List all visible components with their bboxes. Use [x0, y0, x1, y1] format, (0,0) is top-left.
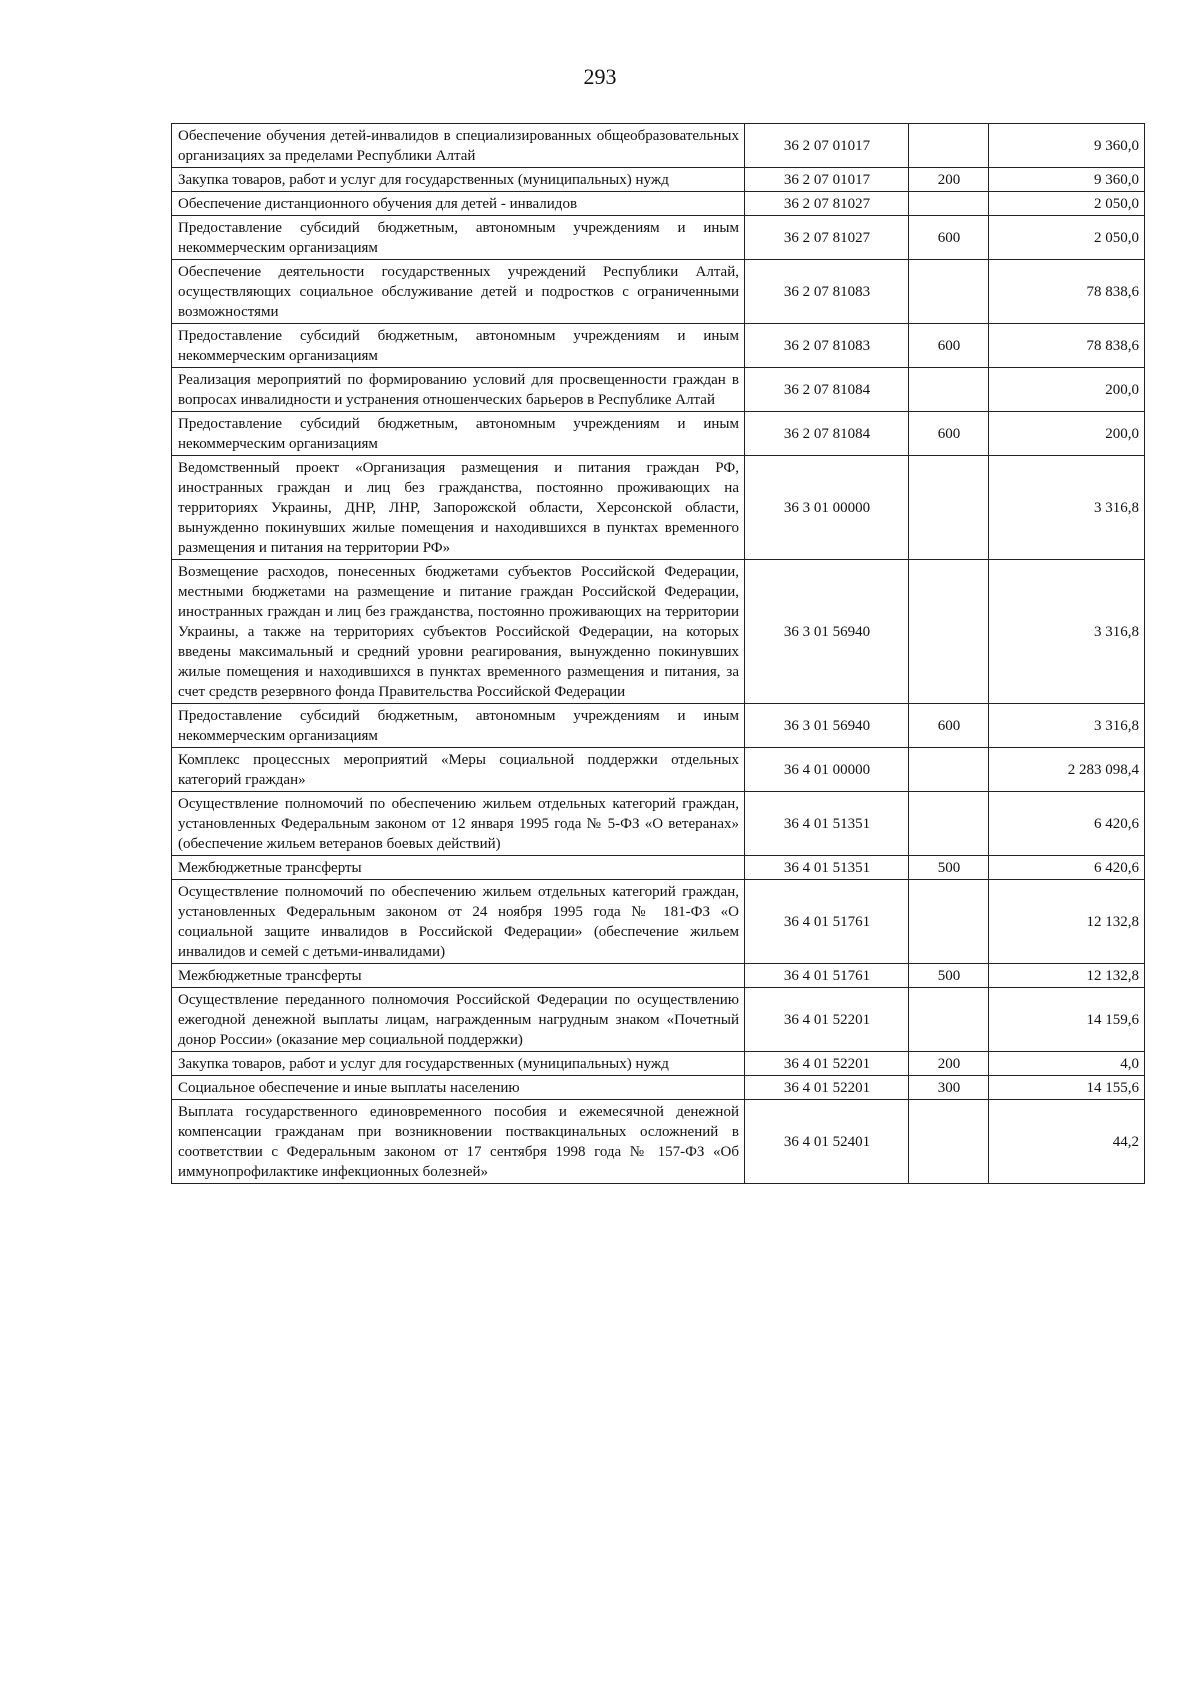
row-amount: 78 838,6	[989, 324, 1145, 368]
row-target-code: 36 4 01 51761	[745, 964, 909, 988]
budget-table	[171, 123, 1145, 1184]
row-target-code: 36 4 01 51351	[745, 856, 909, 880]
table-row	[172, 856, 1145, 880]
row-amount: 12 132,8	[989, 964, 1145, 988]
row-expense-type	[909, 456, 989, 560]
row-expense-type	[909, 1100, 989, 1184]
row-name: Осуществление переданного полномочия Российской Федерации по осуществлению ежегодной денежной выплаты лицам, награжденным нагрудным знаком «Почетный донор России» (оказание мер социальной поддержки)	[172, 988, 745, 1052]
row-expense-type: 200	[909, 168, 989, 192]
row-name: Социальное обеспечение и иные выплаты населению	[172, 1076, 745, 1100]
row-expense-type	[909, 792, 989, 856]
row-name: Закупка товаров, работ и услуг для государственных (муниципальных) нужд	[172, 168, 745, 192]
row-target-code: 36 2 07 81083	[745, 260, 909, 324]
row-name: Осуществление полномочий по обеспечению жильем отдельных категорий граждан, установленных Федеральным законом от 12 января 1995 года № 5-ФЗ «О ветеранах» (обеспечение жильем ветеранов боевых действий)	[172, 792, 745, 856]
row-amount: 2 050,0	[989, 216, 1145, 260]
row-name: Обеспечение обучения детей-инвалидов в специализированных общеобразовательных организациях за пределами Республики Алтай	[172, 124, 745, 168]
row-amount: 14 159,6	[989, 988, 1145, 1052]
row-expense-type: 600	[909, 324, 989, 368]
row-name: Предоставление субсидий бюджетным, автономным учреждениям и иным некоммерческим организациям	[172, 704, 745, 748]
row-name: Обеспечение дистанционного обучения для детей - инвалидов	[172, 192, 745, 216]
row-target-code: 36 3 01 00000	[745, 456, 909, 560]
row-target-code: 36 2 07 81027	[745, 192, 909, 216]
row-amount: 9 360,0	[989, 168, 1145, 192]
table-row	[172, 748, 1145, 792]
row-expense-type	[909, 880, 989, 964]
table-row	[172, 792, 1145, 856]
table-row	[172, 1076, 1145, 1100]
row-name: Обеспечение деятельности государственных учреждений Республики Алтай, осуществляющих социальное обслуживание детей и подростков с ограниченными возможностями	[172, 260, 745, 324]
row-amount: 6 420,6	[989, 856, 1145, 880]
row-name: Межбюджетные трансферты	[172, 856, 745, 880]
row-amount: 2 050,0	[989, 192, 1145, 216]
row-name: Предоставление субсидий бюджетным, автономным учреждениям и иным некоммерческим организациям	[172, 216, 745, 260]
row-amount: 3 316,8	[989, 704, 1145, 748]
row-name: Возмещение расходов, понесенных бюджетами субъектов Российской Федерации, местными бюджетами на размещение и питание граждан Российской Федерации, иностранных граждан и лиц без гражданства, постоянно проживающих на территории Украины, а также на территориях субъектов Российской Федерации, на которых введены максимальный и средний уровни реагирования, вынужденно покинувших жилые помещения и находившихся в пунктах временного размещения и питания, за счет средств резервного фонда Правительства Российской Федерации	[172, 560, 745, 704]
row-expense-type	[909, 260, 989, 324]
row-target-code: 36 2 07 81084	[745, 412, 909, 456]
table-row	[172, 704, 1145, 748]
row-target-code: 36 2 07 81027	[745, 216, 909, 260]
row-amount: 3 316,8	[989, 456, 1145, 560]
row-amount: 12 132,8	[989, 880, 1145, 964]
page-number: 293	[583, 64, 617, 89]
row-target-code: 36 3 01 56940	[745, 560, 909, 704]
table-row	[172, 168, 1145, 192]
row-target-code: 36 4 01 00000	[745, 748, 909, 792]
row-amount: 6 420,6	[989, 792, 1145, 856]
row-amount: 2 283 098,4	[989, 748, 1145, 792]
row-target-code: 36 2 07 81084	[745, 368, 909, 412]
row-expense-type: 600	[909, 412, 989, 456]
row-target-code: 36 3 01 56940	[745, 704, 909, 748]
row-target-code: 36 4 01 52401	[745, 1100, 909, 1184]
row-expense-type: 600	[909, 216, 989, 260]
row-amount: 3 316,8	[989, 560, 1145, 704]
row-expense-type	[909, 368, 989, 412]
table-row	[172, 260, 1145, 324]
row-amount: 200,0	[989, 412, 1145, 456]
row-target-code: 36 4 01 51351	[745, 792, 909, 856]
row-expense-type	[909, 748, 989, 792]
row-expense-type: 200	[909, 1052, 989, 1076]
row-expense-type	[909, 192, 989, 216]
row-name: Комплекс процессных мероприятий «Меры социальной поддержки отдельных категорий граждан»	[172, 748, 745, 792]
table-row	[172, 368, 1145, 412]
row-amount: 9 360,0	[989, 124, 1145, 168]
row-expense-type	[909, 560, 989, 704]
row-target-code: 36 4 01 52201	[745, 988, 909, 1052]
table-row	[172, 412, 1145, 456]
row-target-code: 36 2 07 01017	[745, 168, 909, 192]
row-name: Ведомственный проект «Организация размещения и питания граждан РФ, иностранных граждан и лиц без гражданства, постоянно проживающих на территориях Украины, ДНР, ЛНР, Запорожской области, Херсонской области, вынужденно покинувших жилые помещения и находившихся в пунктах временного размещения и питания на территории РФ»	[172, 456, 745, 560]
row-expense-type: 500	[909, 856, 989, 880]
table-row	[172, 988, 1145, 1052]
row-amount: 44,2	[989, 1100, 1145, 1184]
row-amount: 4,0	[989, 1052, 1145, 1076]
row-name: Межбюджетные трансферты	[172, 964, 745, 988]
budget-table-body	[172, 124, 1145, 1184]
row-amount: 78 838,6	[989, 260, 1145, 324]
table-row	[172, 192, 1145, 216]
row-expense-type: 600	[909, 704, 989, 748]
row-expense-type	[909, 988, 989, 1052]
table-row	[172, 1100, 1145, 1184]
row-name: Предоставление субсидий бюджетным, автономным учреждениям и иным некоммерческим организациям	[172, 412, 745, 456]
table-row	[172, 560, 1145, 704]
row-target-code: 36 2 07 81083	[745, 324, 909, 368]
row-amount: 200,0	[989, 368, 1145, 412]
row-name: Выплата государственного единовременного пособия и ежемесячной денежной компенсации гражданам при возникновении поствакцинальных осложнений в соответствии с Федеральным законом от 17 сентября 1998 года № 157-ФЗ «Об иммунопрофилактике инфекционных болезней»	[172, 1100, 745, 1184]
row-name: Реализация мероприятий по формированию условий для просвещенности граждан в вопросах инвалидности и устранения отношенческих барьеров в Республике Алтай	[172, 368, 745, 412]
table-row	[172, 1052, 1145, 1076]
row-expense-type	[909, 124, 989, 168]
row-target-code: 36 4 01 52201	[745, 1076, 909, 1100]
row-target-code: 36 2 07 01017	[745, 124, 909, 168]
row-amount: 14 155,6	[989, 1076, 1145, 1100]
row-target-code: 36 4 01 52201	[745, 1052, 909, 1076]
row-expense-type: 300	[909, 1076, 989, 1100]
row-expense-type: 500	[909, 964, 989, 988]
row-name: Предоставление субсидий бюджетным, автономным учреждениям и иным некоммерческим организациям	[172, 324, 745, 368]
table-row	[172, 964, 1145, 988]
row-target-code: 36 4 01 51761	[745, 880, 909, 964]
table-row	[172, 456, 1145, 560]
row-name: Осуществление полномочий по обеспечению жильем отдельных категорий граждан, установленных Федеральным законом от 24 ноября 1995 года № 181-ФЗ «О социальной защите инвалидов в Российской Федерации» (обеспечение жильем инвалидов и семей с детьми-инвалидами)	[172, 880, 745, 964]
row-name: Закупка товаров, работ и услуг для государственных (муниципальных) нужд	[172, 1052, 745, 1076]
table-row	[172, 124, 1145, 168]
table-row	[172, 216, 1145, 260]
table-row	[172, 880, 1145, 964]
table-row	[172, 324, 1145, 368]
